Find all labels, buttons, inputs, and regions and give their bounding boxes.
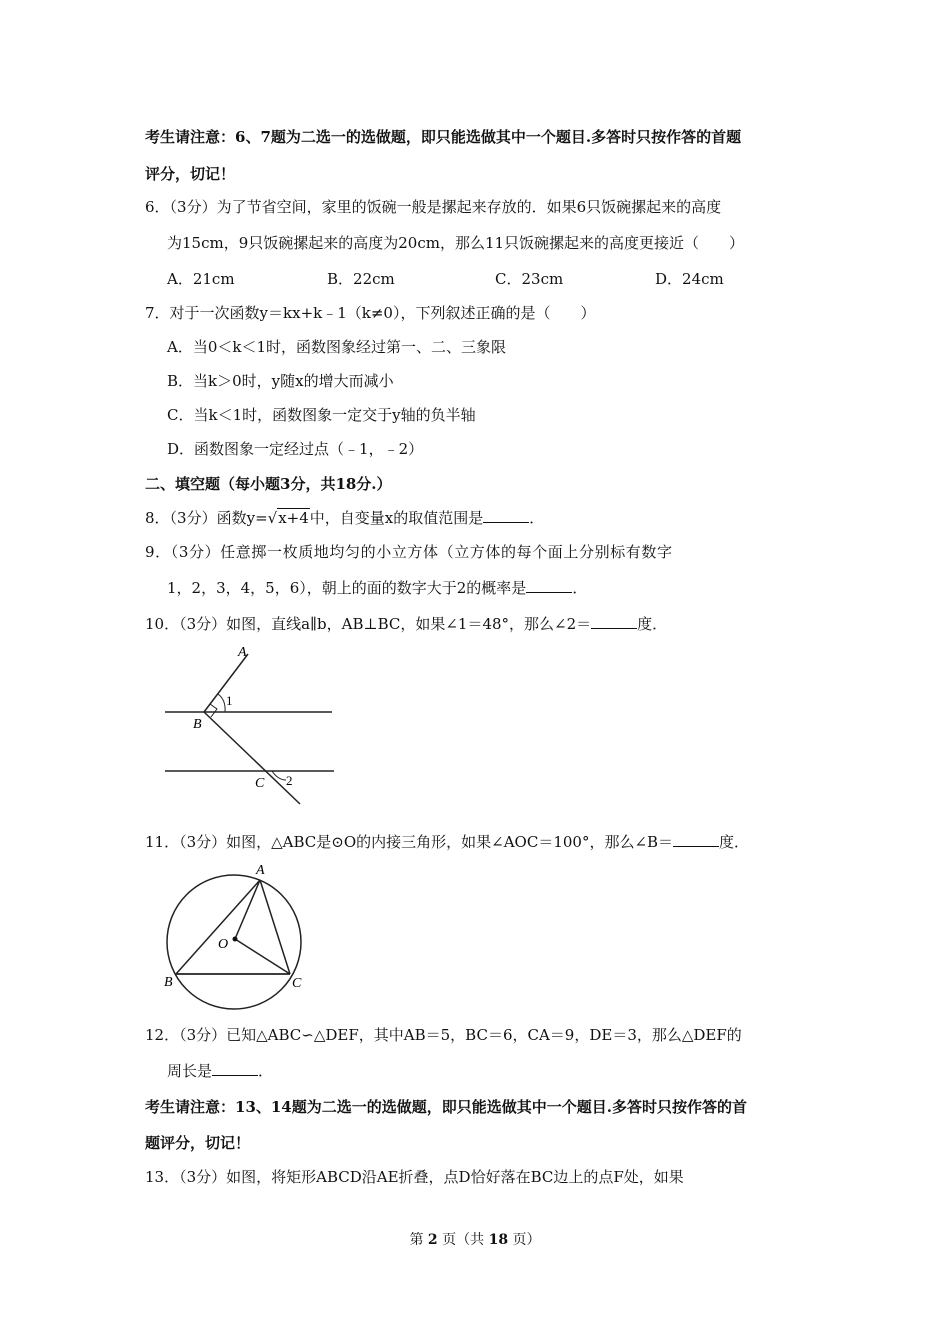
angle-1-arc-icon	[218, 694, 225, 712]
page-footer	[0, 1230, 950, 1250]
q8-line	[145, 508, 544, 528]
label-a: A	[256, 863, 265, 878]
segment-oa	[235, 880, 260, 939]
q11-end: 度．	[719, 833, 750, 851]
label-c: C	[255, 776, 265, 791]
q10-answer-blank[interactable]	[591, 614, 637, 629]
q8-suffix: 中，自变量x的取值范围是	[309, 509, 484, 527]
q10-stem-line	[145, 614, 667, 634]
q12-line-1: 12．（3分）已知△ABC∽△DEF，其中AB＝5，BC＝6，CA＝9，DE＝3，那么△DEF的	[145, 1026, 742, 1044]
q6-line-1: 6．（3分）为了节省空间，家里的饭碗一般是摞起来存放的．如果6只饭碗摞起来的高度	[145, 198, 722, 216]
q8-prefix: 8．（3分）函数	[145, 509, 247, 527]
q13-line-1: 13．（3分）如图，将矩形ABCD沿AE折叠，点D恰好落在BC边上的点F处，如果	[145, 1168, 684, 1186]
q9-line-1: 9．（3分）任意掷一枚质地均匀的小立方体（立方体的每个面上分别标有数字	[145, 543, 673, 561]
q9-line-2-text: 1，2，3，4，5，6），朝上的面的数字大于2的概率是	[167, 579, 527, 597]
label-b: B	[193, 717, 202, 732]
q8-end: ．	[529, 509, 545, 527]
q9-end: ．	[572, 579, 588, 597]
q6-line-2: 为15cm，9只饭碗摞起来的高度为20cm，那么11只饭碗摞起来的高度更接近（ ）	[167, 234, 745, 252]
q8-radicand: x+4	[278, 509, 309, 527]
label-o: O	[218, 937, 229, 952]
q8-answer-blank[interactable]	[483, 508, 529, 523]
q10-stem: 10．（3分）如图，直线a∥b，AB⊥BC，如果∠1＝48°，那么∠2＝	[145, 615, 592, 633]
notice-1-line-1: 考生请注意：6、7题为二选一的选做题，即只能选做其中一个题目.多答时只按作答的首题	[145, 128, 742, 146]
footer-page-number: 2	[427, 1232, 438, 1248]
segment-ac	[260, 880, 290, 974]
q10-figure	[160, 642, 340, 810]
notice-1-line-2: 评分，切记！	[145, 165, 236, 183]
q6-option-c: C．23cm	[495, 270, 564, 288]
center-point-icon	[233, 937, 238, 942]
label-1: 1	[226, 693, 233, 708]
footer-middle: 页（共	[442, 1232, 485, 1248]
q11-answer-blank[interactable]	[673, 832, 719, 847]
radical-sign-icon: √	[267, 509, 278, 527]
footer-prefix: 第	[409, 1232, 424, 1248]
label-2: 2	[286, 773, 293, 788]
right-angle-mark-icon	[210, 704, 217, 717]
notice-2-line-2: 题评分，切记！	[145, 1134, 251, 1152]
section-2-title: 二、填空题（每小题3分，共18分.）	[145, 475, 392, 493]
segment-bc	[204, 712, 300, 804]
notice-2-line-1: 考生请注意：13、14题为二选一的选做题，即只能选做其中一个题目.多答时只按作答的首	[145, 1098, 747, 1116]
q12-answer-blank[interactable]	[212, 1061, 258, 1076]
label-a: A	[238, 645, 247, 660]
q7-stem: 7．对于一次函数y＝kx+k﹣1（k≠0），下列叙述正确的是（ ）	[145, 304, 596, 322]
q8-func-y: y=	[246, 509, 268, 527]
q12-end: ．	[258, 1062, 274, 1080]
q11-stem: 11．（3分）如图，△ABC是⊙O的内接三角形，如果∠AOC＝100°，那么∠B＝	[145, 833, 674, 851]
label-c: C	[292, 976, 302, 991]
q10-end: 度．	[637, 615, 668, 633]
circle-o	[167, 875, 301, 1009]
q6-option-b: B．22cm	[327, 270, 395, 288]
q7-option-d: D．函数图象一定经过点（﹣1，﹣2）	[167, 440, 424, 458]
q8-sqrt	[268, 508, 310, 528]
q6-option-a: A．21cm	[167, 270, 235, 288]
label-b: B	[164, 975, 173, 990]
q11-figure	[160, 860, 316, 1020]
q7-option-a: A．当0＜k＜1时，函数图象经过第一、二、三象限	[167, 338, 507, 356]
q9-line-2	[167, 578, 587, 598]
segment-oc	[235, 939, 290, 974]
q12-line-2	[167, 1061, 273, 1081]
segment-ab	[176, 880, 260, 974]
footer-suffix: 页）	[512, 1232, 541, 1248]
q7-option-c: C．当k＜1时，函数图象一定交于y轴的负半轴	[167, 406, 476, 424]
q11-stem-line	[145, 832, 749, 852]
q7-option-b: B．当k＞0时，y随x的增大而减小	[167, 372, 394, 390]
footer-total-pages: 18	[488, 1232, 509, 1248]
q6-option-d: D．24cm	[655, 270, 724, 288]
q9-answer-blank[interactable]	[526, 578, 572, 593]
q12-line-2-text: 周长是	[167, 1062, 213, 1080]
